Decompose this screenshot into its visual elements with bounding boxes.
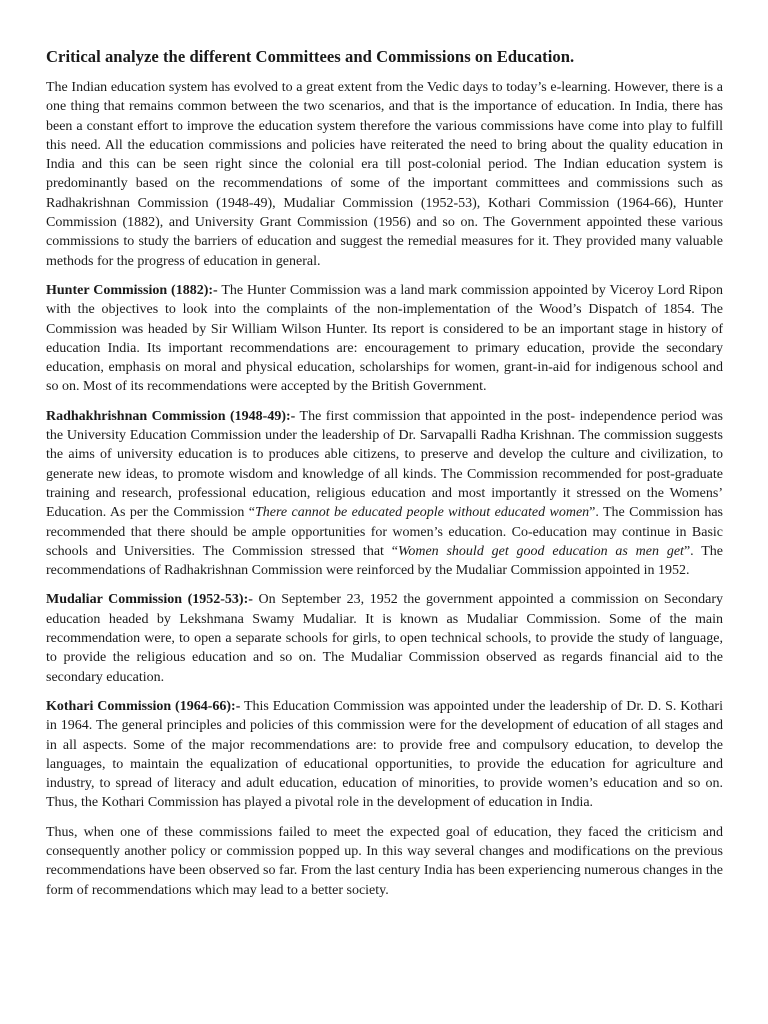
- hunter-commission-paragraph: [46, 281, 723, 397]
- radhakrishnan-commission-text-2: ”. The Commission has recommended that there should be ample opportunities for women’s education. Co-education may continue in Basic schools and Universities. The Commission stressed that “: [46, 505, 723, 559]
- intro-paragraph: The Indian education system has evolved to a great extent from the Vedic days to today’s e-learning. However, there is a one thing that remains common between the two scenarios, and that is the importance of education. In India, there has been a constant effort to improve the education system therefore the various commissions have come into play to fulfill this need. All the education commissions and policies have reiterated the need to bring about the quality education in India and this can be seen right since the colonial era till post-colonial period. The Indian education system is predominantly based on the recommendations of some of the important committees and commissions such as Radhakrishnan Commission (1948-49), Mudaliar Commission (1952-53), Kothari Commission (1964-66), Hunter Commission (1882), and University Grant Commission (1956) and so on. The Government appointed these various commissions to study the barriers of education and suggest the remedial measures for it. They provided many valuable methods for the progress of education in general.: [46, 80, 723, 269]
- document-title: Critical analyze the different Committees and Commissions on Education.: [46, 47, 575, 66]
- mudaliar-commission-heading: Mudaliar Commission (1952-53):-: [46, 592, 253, 608]
- kothari-commission-text: This Education Commission was appointed under the leadership of Dr. D. S. Kothari in 1964. The general principles and policies of this commission were for the development of education of all stages and in all aspects. Some of the major recommendations are: to provide free and compulsory education, to develop the languages, to maintain the equalization of educational opportunities, to provide the education for agriculture and industry, to spread of literacy and adult education, education of minorities, to provide women’s education and so on. Thus, the Kothari Commission has played a pivotal role in the development of education in India.: [46, 698, 723, 811]
- kothari-commission-paragraph: [46, 697, 723, 813]
- radhakrishnan-commission-heading: Radhakhrishnan Commission (1948-49):-: [46, 408, 296, 424]
- hunter-commission-text: The Hunter Commission was a land mark commission appointed by Viceroy Lord Ripon with the objectives to look into the complaints of the non-implementation of the Wood’s Dispatch of 1854. The Commission was headed by Sir William Wilson Hunter. Its report is considered to be an important stage in history of education India. Its important recommendations are: encouragement to primary education, provide the secondary education, emphasis on moral and physical education, scholarships for women, grant-in-aid for indigenous school and so on. Most of its recommendations were accepted by the British Government.: [46, 282, 723, 395]
- radhakrishnan-quote-1: There cannot be educated people without educated women: [254, 505, 590, 521]
- document-page: [46, 46, 723, 910]
- mudaliar-commission-paragraph: [46, 590, 723, 686]
- radhakrishnan-commission-text-1: The first commission that appointed in the post- independence period was the University Education Commission under the leadership of Dr. Sarvapalli Radha Krishnan. The commission suggests the aims of university education is to produces able citizens, to preserve and develop the culture and civilization, to generate new ideas, to promote wisdom and knowledge of all kinds. The Commission recommended for post-graduate training and research, professional education, religious education and most importantly it stressed on the Womens’ Education. As per the Commission “: [46, 408, 723, 521]
- radhakrishnan-commission-paragraph: [46, 407, 723, 581]
- mudaliar-commission-text: On September 23, 1952 the government appointed a commission on Secondary education headed by Lekshmana Swamy Mudaliar. It is known as Mudaliar Commission. Some of the main recommendation were, to open a separate schools for girls, to open technical schools, to provide the study of language, to provide the religious education and so on. The Mudaliar Commission observed as regards financial aid to the secondary education.: [46, 592, 724, 685]
- kothari-commission-heading: Kothari Commission (1964-66):-: [46, 698, 241, 714]
- radhakrishnan-commission-text-3: ”. The recommendations of Radhakrishnan Commission were reinforced by the Mudaliar Commission appointed in 1952.: [46, 543, 723, 579]
- hunter-commission-heading: Hunter Commission (1882):-: [46, 282, 218, 298]
- conclusion-paragraph: Thus, when one of these commissions failed to meet the expected goal of education, they faced the criticism and consequently another policy or commission popped up. In this way several changes and modifications on the previous recommendations have been observed so far. From the last century India has been experiencing numerous changes in the form of recommendations which may lead to a better society.: [46, 824, 723, 898]
- radhakrishnan-quote-2: Women should get good education as men get: [397, 543, 684, 559]
